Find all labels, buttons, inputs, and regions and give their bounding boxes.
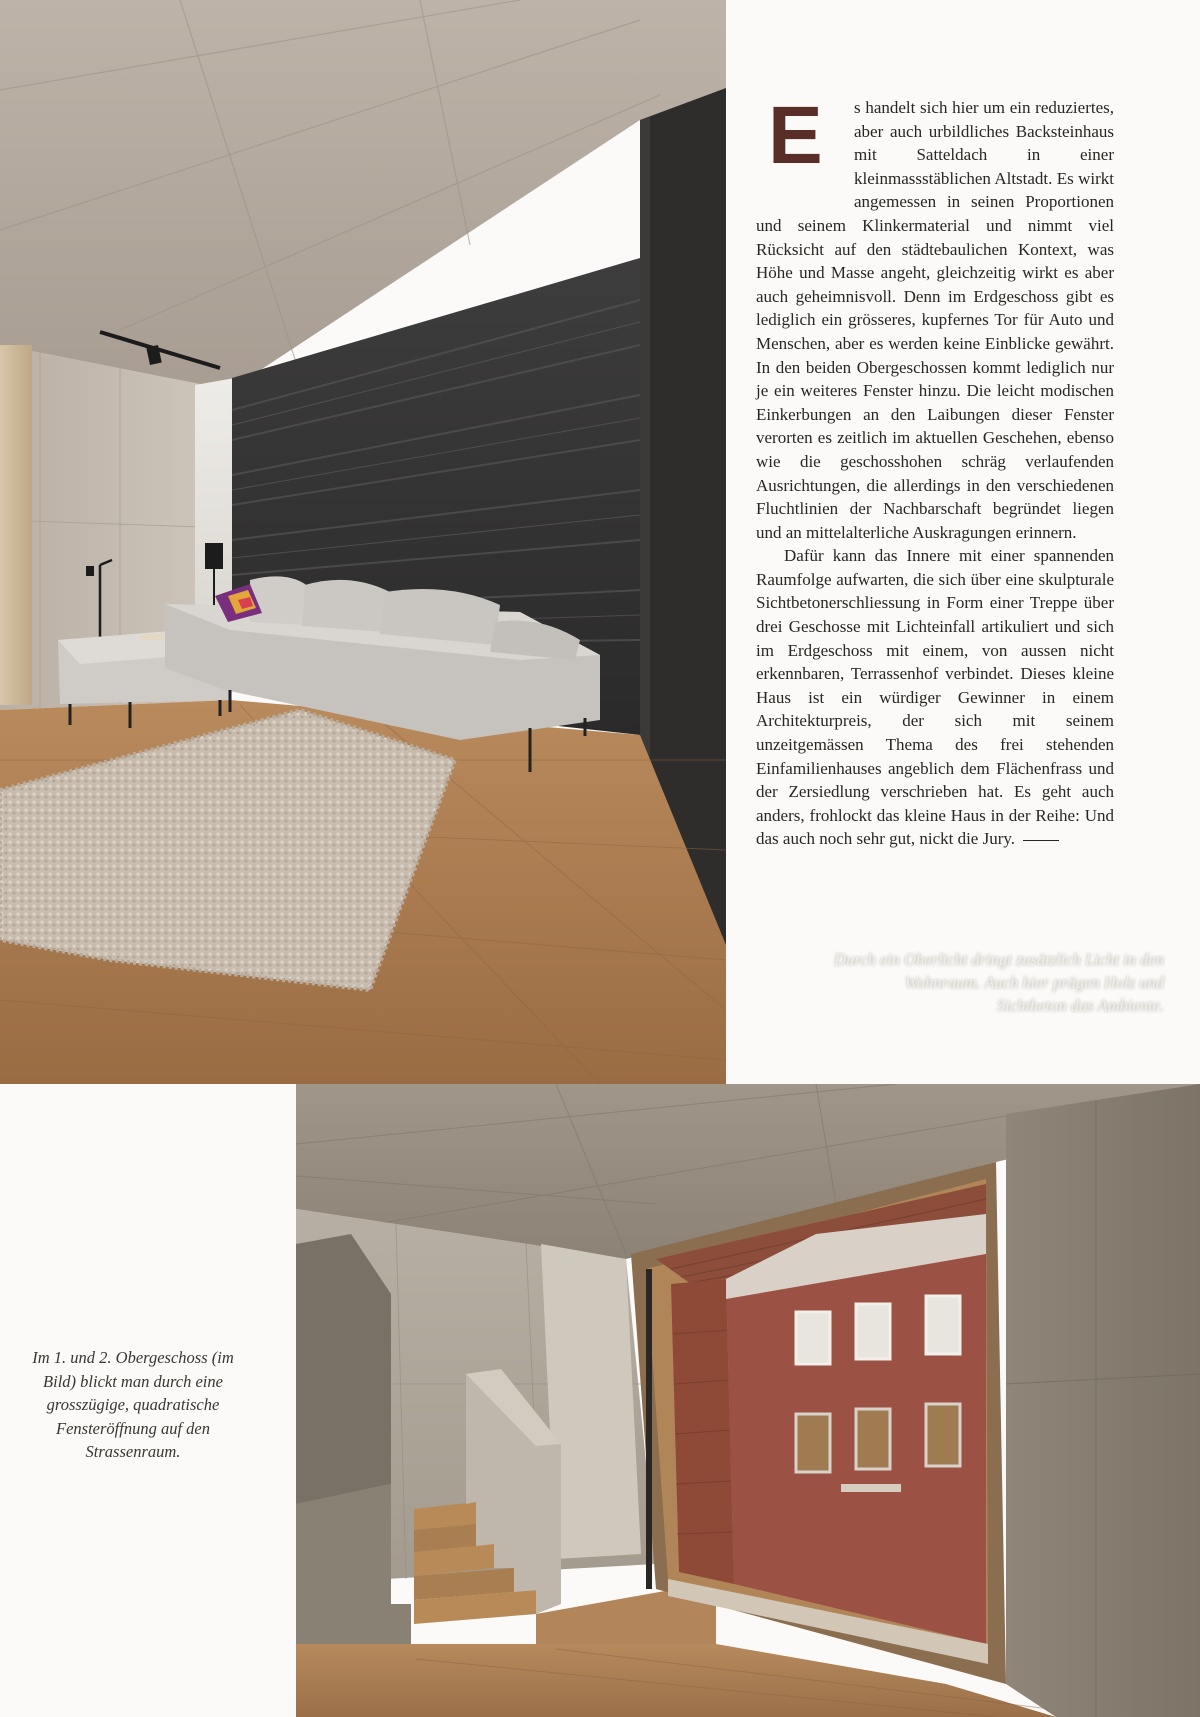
drop-cap: E xyxy=(768,90,823,181)
stairwell-illustration xyxy=(296,1084,1200,1717)
stairwell-caption: Im 1. und 2. Obergeschoss (im Bild) blickt man durch eine grosszügige, quadratische Fensteröffnung auf den Strassenraum. xyxy=(32,1348,234,1461)
paragraph-1-text: s handelt sich hier um ein reduziertes, aber auch urbildliches Backsteinhaus mit Satteldach in einer kleinmassstäblichen Altstadt. Es wirkt angemessen in seinen Proportionen und seinem Klinkermaterial und nimmt viel Rücksicht auf den städtebaulichen Kontext, was Höhe und Masse angeht, gleichzeitig wirkt es aber auch geheimnisvoll. Denn im Erdgeschoss gibt es lediglich ein grösseres, kupfernes Tor für Auto und Menschen, aber es werden keine Einblicke gewährt. In den beiden Obergeschossen kommt lediglich nur je ein weiteres Fenster hinzu. Die leicht modischen Einkerbungen an den Laibungen dieser Fenster verorten es zeitlich im aktuellen Geschehen, ebenso wie die geschosshohen schräg verlaufenden Ausrichtungen, die allerdings in den verschiedenen Fluchtlinien der Nachbarschaft begründet liegen und an mittelalterliche Auskragungen erinnern. xyxy=(756,98,1114,542)
living-room-photo xyxy=(0,0,726,1084)
living-room-caption: Durch ein Oberlicht dringt zusätzlich Licht in den Wohnraum. Auch hier prägen Holz und Sichtbeton das Ambiente. xyxy=(834,950,1164,1015)
article-paragraph-2 xyxy=(756,544,1114,851)
paragraph-2-text: Dafür kann das Innere mit einer spannenden Raumfolge aufwarten, die sich über eine skulpturale Sichtbetonerschliessung in Form einer Treppe über drei Geschosse mit Lichteinfall artikuliert und sich im Erdgeschoss mit einem, von aussen nicht erkennbaren, Terrassenhof verbindet. Dieses kleine Haus ist ein würdiger Gewinner in einem Architekturpreis, der sich mit seinem unzeitgemässen Thema des frei stehenden Einfamilienhauses angeblich dem Flächenfrass und der Zersiedlung verschrieben hat. Es geht auch anders, frohlockt das kleine Haus in der Reihe: Und das auch noch sehr gut, nickt die Jury. xyxy=(756,546,1114,849)
stairwell-photo xyxy=(296,1084,1200,1717)
article-body xyxy=(756,90,1114,851)
living-room-illustration xyxy=(0,0,726,1084)
end-mark xyxy=(1023,840,1059,842)
article-paragraph-1 xyxy=(756,90,1114,544)
